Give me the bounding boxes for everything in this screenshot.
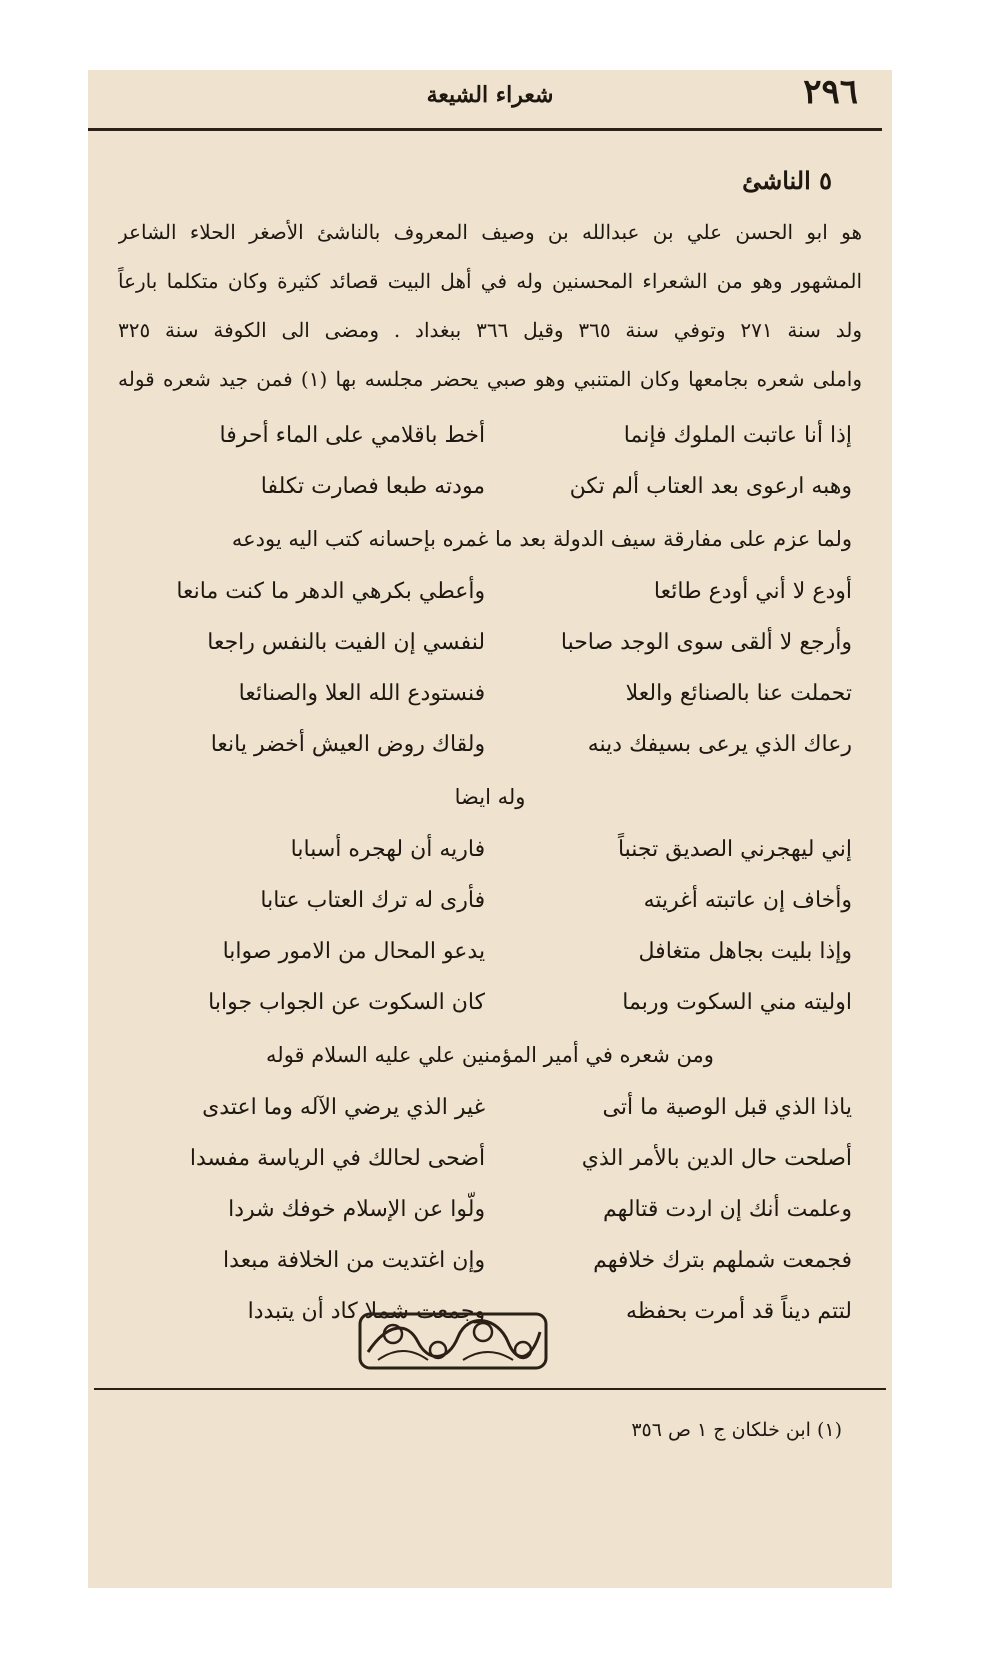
verse-first-hemistich: وأرجع لا ألقى سوى الوجد صاحبا xyxy=(560,630,852,655)
prose-line: هو ابو الحسن علي بن عبدالله بن وصيف المعروف بالناشئ الأصغر الحلاء الشاعر xyxy=(118,220,862,244)
footnote: (١) ابن خلكان ج ١ ص ٣٥٦ xyxy=(631,1419,842,1441)
verse-second-hemistich: ولّوا عن الإسلام خوفك شردا xyxy=(228,1197,486,1222)
poem-4 xyxy=(118,1082,862,1337)
verse-first-hemistich: وعلمت أنك إن اردت قتالهم xyxy=(603,1197,852,1222)
verse-first-hemistich: وإذا بليت بجاهل متغافل xyxy=(638,939,852,964)
verse-first-hemistich: لتتم ديناً قد أمرت بحفظه xyxy=(626,1299,852,1324)
verse-line xyxy=(118,926,862,977)
verse-line xyxy=(118,617,862,668)
verse-line xyxy=(118,824,862,875)
poem-1 xyxy=(118,410,862,512)
verse-line xyxy=(118,1235,862,1286)
verse-second-hemistich: مودته طبعا فصارت تكلفا xyxy=(260,474,486,499)
verse-second-hemistich: ولقاك روض العيش أخضر يانعا xyxy=(210,732,486,757)
verse-second-hemistich: فاريه أن لهجره أسبابا xyxy=(290,837,486,862)
verse-second-hemistich: وجمعت شملا كاد أن يتبددا xyxy=(247,1299,486,1324)
verse-second-hemistich: لنفسي إن الفيت بالنفس راجعا xyxy=(207,630,486,655)
page-header xyxy=(88,70,892,130)
verse-first-hemistich: وهبه ارعوى بعد العتاب ألم تكن xyxy=(569,474,852,499)
verse-line xyxy=(118,875,862,926)
verse-line xyxy=(118,719,862,770)
verse-line xyxy=(118,1184,862,1235)
page-body xyxy=(118,162,862,1337)
verse-first-hemistich: فجمعت شملهم بترك خلافهم xyxy=(593,1248,852,1273)
verse-first-hemistich: اوليته مني السكوت وربما xyxy=(622,990,852,1015)
verse-first-hemistich: رعاك الذي يرعى بسيفك دينه xyxy=(587,732,852,757)
book-page xyxy=(88,70,892,1588)
section-heading: ٥ الناشئ xyxy=(742,166,832,195)
verse-second-hemistich: كان السكوت عن الجواب جوابا xyxy=(208,990,486,1015)
verse-second-hemistich: غير الذي يرضي الآله وما اعتدى xyxy=(202,1095,486,1120)
verse-line xyxy=(118,977,862,1028)
verse-second-hemistich: أخط باقلامي على الماء أحرفا xyxy=(219,423,486,448)
verse-first-hemistich: تحملت عنا بالصنائع والعلا xyxy=(625,681,852,706)
verse-line xyxy=(118,1082,862,1133)
decorative-ornament xyxy=(358,1312,548,1370)
poem-2 xyxy=(118,566,862,770)
verse-first-hemistich: أصلحت حال الدين بالأمر الذي xyxy=(581,1146,852,1171)
verse-second-hemistich: يدعو المحال من الامور صوابا xyxy=(222,939,486,964)
verse-second-hemistich: فأرى له ترك العتاب عتابا xyxy=(260,888,486,913)
header-rule xyxy=(88,128,882,131)
verse-first-hemistich: ياذا الذي قبل الوصية ما أتى xyxy=(602,1095,852,1120)
prose-line: ولد سنة ٢٧١ وتوفي سنة ٣٦٥ وقيل ٣٦٦ ببغداد . ومضى الى الكوفة سنة ٣٢٥ xyxy=(118,318,862,342)
prose-line: المشهور وهو من الشعراء المحسنين وله في أهل البيت قصائد كثيرة وكان متكلما بارعاً xyxy=(118,269,862,293)
running-title: شعراء الشيعة xyxy=(426,82,554,108)
verse-line xyxy=(118,410,862,461)
verse-first-hemistich: وأخاف إن عاتبته أغريته xyxy=(643,888,852,913)
prose-line: واملى شعره بجامعها وكان المتنبي وهو صبي يحضر مجلسه بها (١) فمن جيد شعره قوله xyxy=(118,367,862,391)
verse-second-hemistich: وأعطي بكرهي الدهر ما كنت مانعا xyxy=(176,579,486,604)
poem-intro: ولما عزم على مفارقة سيف الدولة بعد ما غمره بإحسانه كتب اليه يودعه xyxy=(231,527,852,551)
verse-first-hemistich: إني ليهجرني الصديق تجنباً xyxy=(617,837,852,862)
verse-second-hemistich: وإن اغتديت من الخلافة مبعدا xyxy=(223,1248,486,1273)
verse-line xyxy=(118,566,862,617)
verse-first-hemistich: إذا أنا عاتبت الملوك فإنما xyxy=(623,423,852,448)
verse-line xyxy=(118,1133,862,1184)
biography-paragraph xyxy=(118,208,862,404)
verse-second-hemistich: فنستودع الله العلا والصنائعا xyxy=(238,681,486,706)
verse-first-hemistich: أودع لا أني أودع طائعا xyxy=(653,579,852,604)
verse-line xyxy=(118,668,862,719)
poem-intro: وله ايضا xyxy=(454,785,526,809)
verse-line xyxy=(118,461,862,512)
footnote-rule xyxy=(94,1388,886,1390)
page-number: ٢٩٦ xyxy=(803,72,858,112)
poem-intro: ومن شعره في أمير المؤمنين علي عليه السلام قوله xyxy=(266,1043,714,1067)
verse-second-hemistich: أضحى لحالك في الرياسة مفسدا xyxy=(189,1146,486,1171)
poem-3 xyxy=(118,824,862,1028)
